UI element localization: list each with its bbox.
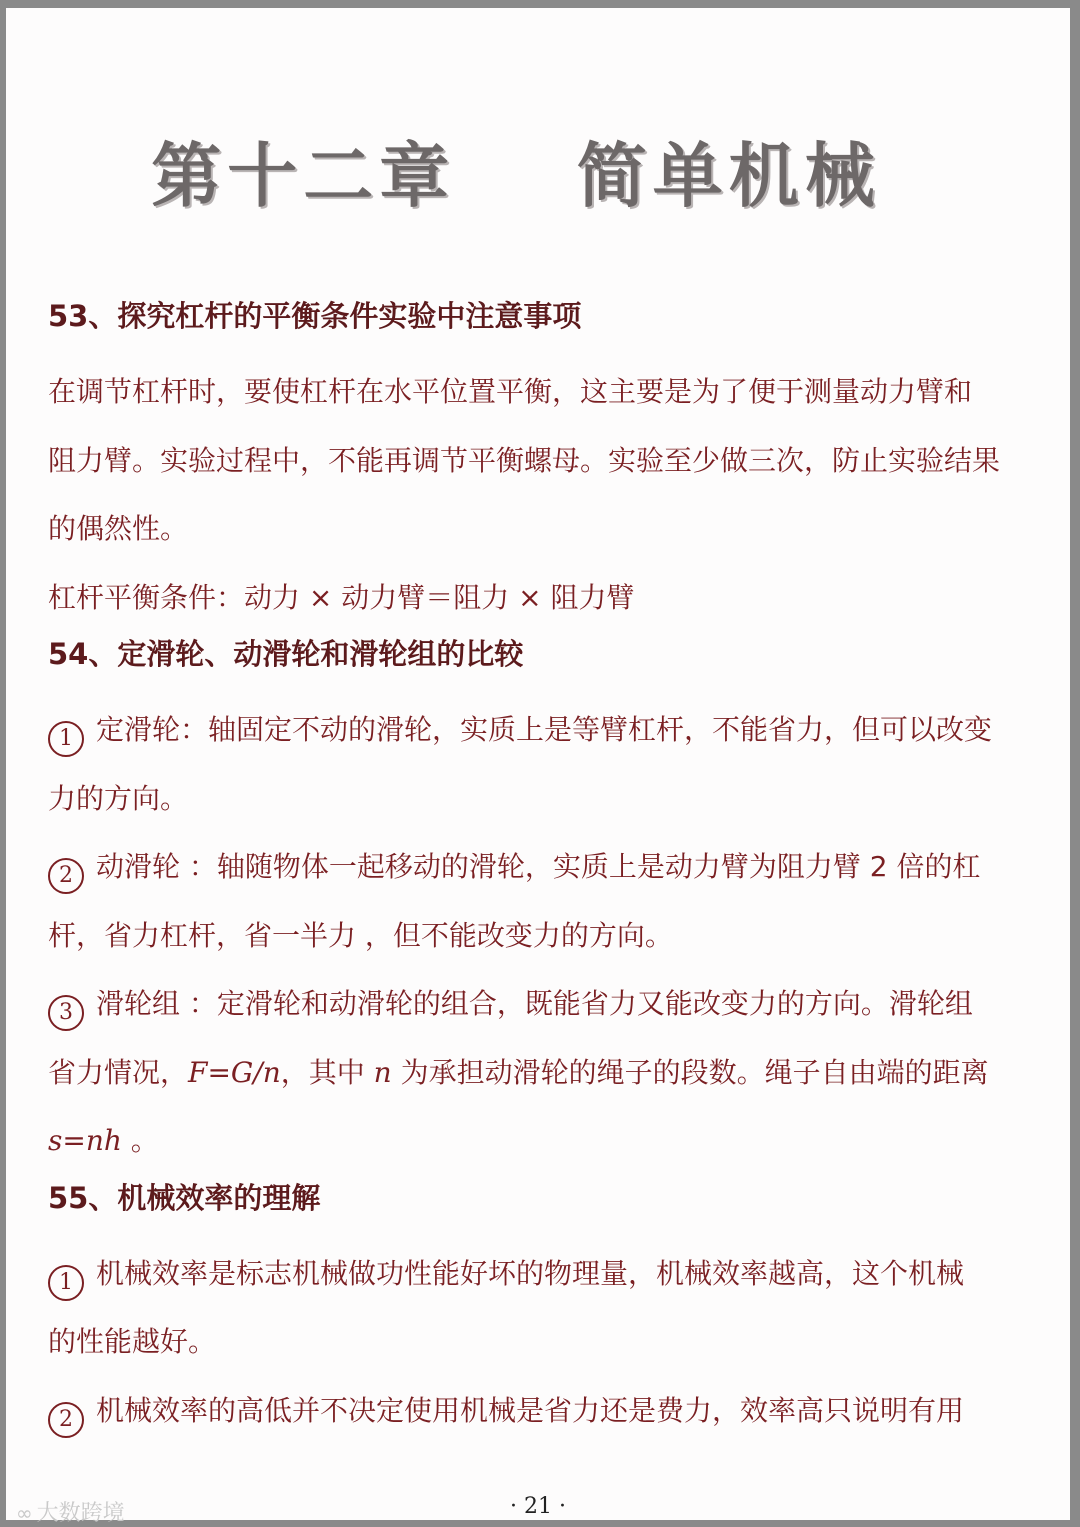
circled-number-2: 2	[48, 858, 84, 894]
text-line: 阻力臂。实验过程中，不能再调节平衡螺母。实验至少做三次，防止实验结果	[48, 443, 1001, 477]
page-number: · 21 ·	[510, 1494, 566, 1519]
section-53-heading: 53、探究杠杆的平衡条件实验中注意事项	[48, 299, 582, 333]
text-line	[48, 1039, 1048, 1108]
text-line: 的性能越好。	[48, 1325, 217, 1358]
text-line: 机械效率是标志机械做功性能好坏的物理量，机械效率越高，这个机械	[96, 1256, 965, 1290]
text-line: 杆，省力杠杆，省一半力 ，但不能改变力的方向。	[48, 918, 673, 952]
formula-force: F=G/n	[188, 1055, 281, 1089]
circled-number-3: 3	[48, 995, 84, 1031]
section-54-heading: 54、定滑轮、动滑轮和滑轮组的比较	[48, 637, 524, 671]
list-item-efficiency-1	[48, 1240, 1048, 1309]
section-55-heading: 55、机械效率的理解	[48, 1180, 321, 1215]
text-fragment: 为承担动滑轮的绳子的段数。绳子自由端的距离	[391, 1055, 989, 1089]
text-fragment: ，其中	[280, 1055, 374, 1089]
list-item-efficiency-2	[48, 1377, 1048, 1446]
text-line: 定滑轮：轴固定不动的滑轮，实质上是等臂杠杆，不能省力，但可以改变	[96, 713, 993, 746]
watermark-text: 大数跨境	[36, 1501, 125, 1526]
circled-number-1: 1	[48, 721, 84, 757]
variable-n: n	[373, 1055, 392, 1089]
circled-number-2: 2	[48, 1402, 84, 1438]
section-54-body	[48, 696, 1048, 1176]
chapter-title: 第十二章 简单机械	[151, 135, 881, 217]
section-53-body	[48, 358, 1048, 632]
text-line: 滑轮组 ：定滑轮和动滑轮的组合，既能省力又能改变力的方向。滑轮组	[96, 987, 973, 1020]
text-line: 的偶然性。	[48, 512, 189, 545]
text-fragment: 。	[121, 1124, 159, 1157]
document-page	[6, 8, 1070, 1526]
content-body	[48, 290, 1048, 1445]
text-fragment: 省力情况，	[48, 1055, 189, 1089]
logo-icon: ∞	[16, 1501, 33, 1525]
list-item-pulley-block	[48, 970, 1048, 1039]
list-item-movable-pulley	[48, 833, 1048, 902]
formula-distance: s=nh	[48, 1124, 122, 1157]
list-item-fixed-pulley	[48, 696, 1048, 765]
text-line: 力的方向。	[48, 781, 189, 815]
text-line: 在调节杠杆时，要使杠杆在水平位置平衡，这主要是为了便于测量动力臂和	[48, 375, 973, 408]
circled-number-1: 1	[48, 1265, 84, 1301]
text-line	[48, 1107, 1048, 1176]
watermark	[16, 1496, 125, 1527]
section-55-body	[48, 1240, 1048, 1446]
text-line: 动滑轮 ：轴随物体一起移动的滑轮，实质上是动力臂为阻力臂 2 倍的杠	[96, 850, 981, 883]
text-line: 机械效率的高低并不决定使用机械是省力还是费力，效率高只说明有用	[96, 1393, 965, 1427]
lever-balance-condition: 杠杆平衡条件：动力 × 动力臂＝阻力 × 阻力臂	[48, 580, 635, 614]
